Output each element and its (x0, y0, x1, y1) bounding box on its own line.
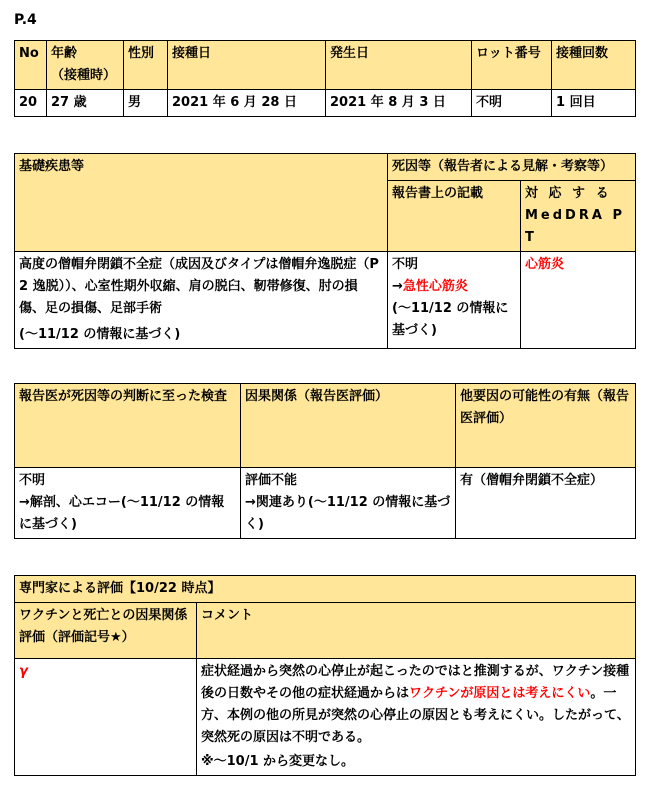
death-header-row (15, 154, 636, 181)
case-info-table (14, 40, 636, 117)
exam-line1: 不明 (19, 473, 46, 488)
value-dose-count: 1 回目 (552, 90, 636, 117)
header-age-label: 年齢 (51, 46, 78, 61)
comment-highlight: ワクチンが原因とは考えにくい (409, 686, 591, 701)
report-note: (～11/12 の情報に基づく) (392, 301, 509, 338)
death-cause-table (14, 153, 636, 349)
report-line-unknown: 不明 (392, 257, 419, 272)
comment-text (201, 661, 631, 749)
causality-line1: 評価不能 (245, 473, 298, 488)
expert-value-row (15, 659, 636, 776)
comment-pre: 症状経過から突然の心停止が起こったのではと推測するが、ワクチン接種後の日数やその他の症状経過からは (201, 664, 630, 701)
value-no: 20 (15, 90, 47, 117)
header-cause-of-death: 死因等（報告者による見解・考察等） (388, 154, 636, 181)
other-factors-cell: 有（僧帽弁閉鎖不全症） (456, 468, 636, 539)
header-vaccination-date: 接種日 (168, 41, 326, 90)
header-comment: コメント (197, 603, 636, 659)
meddra-cell (521, 252, 636, 349)
expert-title: 専門家による評価【10/22 時点】 (15, 576, 636, 603)
header-meddra-pt: 対 応 す る MedDRA PT (521, 181, 636, 252)
underlying-disease-cell (15, 252, 388, 349)
header-other-factors: 他要因の可能性の有無（報告医評価） (456, 384, 636, 468)
header-dose-count: 接種回数 (552, 41, 636, 90)
exam-line2: →解剖、心エコー(～11/12 の情報に基づく) (19, 495, 225, 532)
value-vaccination-date: 2021 年 6 月 28 日 (168, 90, 326, 117)
value-onset-date: 2021 年 8 月 3 日 (326, 90, 472, 117)
header-underlying-disease: 基礎疾患等 (15, 154, 388, 252)
comment-post: 。一方、本例の他の所見が突然の心停止の原因とも考えにくい。したがって、突然死の原因は不明である。 (201, 686, 630, 745)
expert-table (14, 575, 636, 776)
report-description-cell (388, 252, 521, 349)
value-sex: 男 (124, 90, 168, 117)
header-causality-eval: ワクチンと死亡との因果関係評価（評価記号★） (15, 603, 197, 659)
header-causality: 因果関係（報告医評価） (241, 384, 456, 468)
judgement-table (14, 383, 636, 539)
exam-cell (15, 468, 241, 539)
judgement-value-row (15, 468, 636, 539)
header-no: No (15, 41, 47, 90)
causality-line2: →関連あり(～11/12 の情報に基づく) (245, 495, 451, 532)
comment-cell (197, 659, 636, 776)
comment-note: ※～10/1 から変更なし。 (201, 754, 355, 769)
header-lot-number: ロット番号 (472, 41, 552, 90)
case-value-row (15, 90, 636, 117)
header-exam: 報告医が死因等の判断に至った検査 (15, 384, 241, 468)
expert-header-row (15, 603, 636, 659)
underlying-disease-text: 高度の僧帽弁閉鎖不全症（成因及びタイプは僧帽弁逸脱症（P2 逸脱））、心室性期外収縮、肩の脱臼、靭帯修復、肘の損傷、足の損傷、足部手術 (19, 257, 379, 316)
header-onset-date: 発生日 (326, 41, 472, 90)
death-value-row (15, 252, 636, 349)
report-arrow: → (392, 279, 403, 294)
page-number: P.4 (14, 12, 37, 28)
header-age (47, 41, 124, 90)
underlying-disease-note: (～11/12 の情報に基づく) (19, 327, 181, 342)
value-lot-number: 不明 (472, 90, 552, 117)
judgement-header-row (15, 384, 636, 468)
header-sex: 性別 (124, 41, 168, 90)
header-report-description: 報告書上の記載 (388, 181, 521, 252)
case-header-row (15, 41, 636, 90)
eval-symbol: γ (19, 664, 28, 679)
value-age: 27 歳 (47, 90, 124, 117)
report-diagnosis-red: 急性心筋炎 (402, 279, 468, 294)
meddra-term: 心筋炎 (525, 257, 565, 272)
report-line-diagnosis (392, 276, 516, 298)
causality-cell (241, 468, 456, 539)
header-age-sub: （接種時） (51, 68, 117, 83)
eval-symbol-cell (15, 659, 197, 776)
expert-title-row (15, 576, 636, 603)
